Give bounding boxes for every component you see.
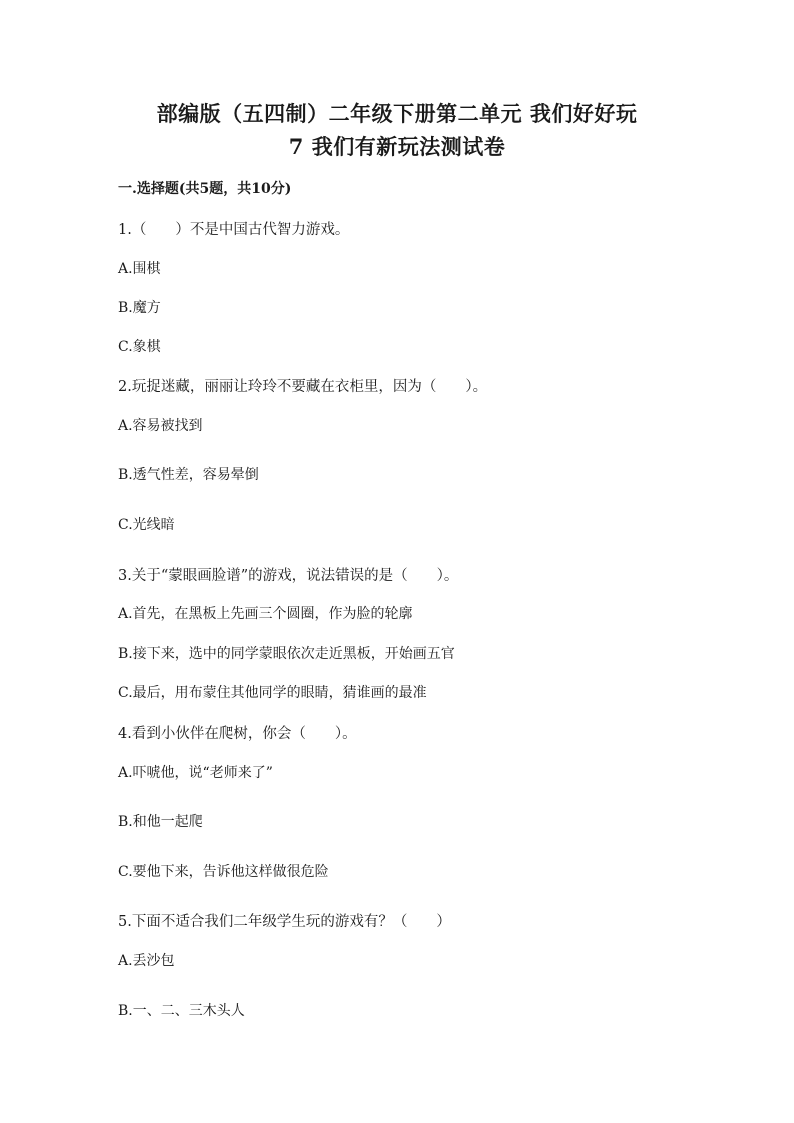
option-2c: C.光线暗: [118, 517, 175, 533]
option-3a: A.首先，在黑板上先画三个圆圈，作为脸的轮廓: [118, 606, 413, 622]
option-3b: B.接下来，选中的同学蒙眼依次走近黑板，开始画五官: [118, 646, 455, 662]
exam-title-line2: 7 我们有新玩法测试卷: [288, 134, 506, 159]
question-4: 4.看到小伙伴在爬树，你会（ ）。: [118, 726, 357, 742]
option-2a: A.容易被找到: [118, 418, 203, 434]
section-heading: 一.选择题(共5题，共10分): [118, 181, 292, 197]
question-2: 2.玩捉迷藏，丽丽让玲玲不要藏在衣柜里，因为（ ）。: [118, 379, 488, 395]
option-1b: B.魔方: [118, 300, 161, 316]
option-4b: B.和他一起爬: [118, 814, 203, 830]
option-4a: A.吓唬他，说“老师来了”: [118, 765, 273, 781]
question-3: 3.关于“蒙眼画脸谱”的游戏，说法错误的是（ ）。: [118, 568, 459, 584]
exam-title-line1: 部编版（五四制）二年级下册第二单元 我们好好玩: [156, 101, 638, 126]
question-1: 1.（ ）不是中国古代智力游戏。: [118, 222, 350, 238]
option-5a: A.丢沙包: [118, 953, 175, 969]
option-1a: A.围棋: [118, 261, 161, 277]
option-5b: B.一、二、三木头人: [118, 1003, 245, 1019]
option-4c: C.要他下来，告诉他这样做很危险: [118, 864, 329, 880]
option-2b: B.透气性差，容易晕倒: [118, 467, 259, 483]
option-3c: C.最后，用布蒙住其他同学的眼睛，猜谁画的最准: [118, 685, 427, 701]
question-5: 5.下面不适合我们二年级学生玩的游戏有？（ ）: [118, 914, 451, 930]
option-1c: C.象棋: [118, 339, 161, 355]
